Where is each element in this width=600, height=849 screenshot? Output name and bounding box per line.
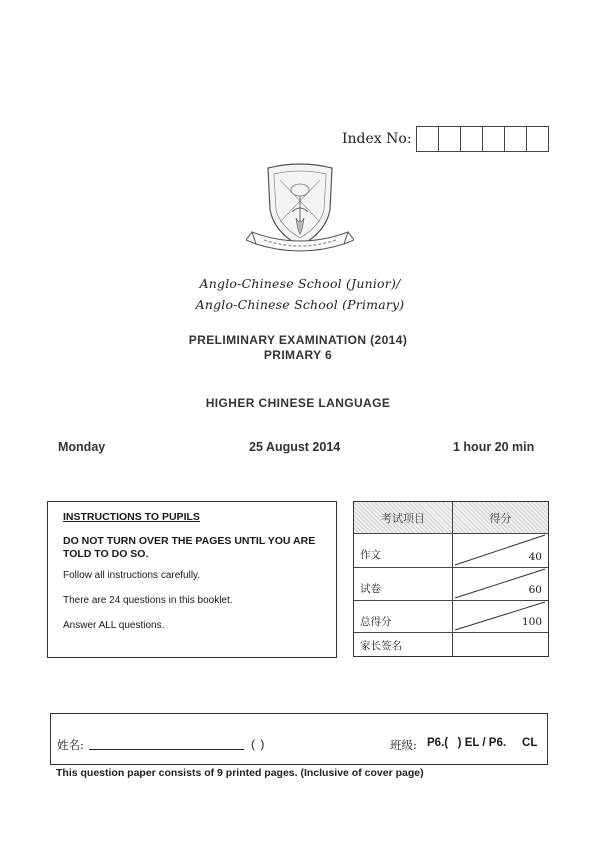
- exam-level: PRIMARY 6: [263, 348, 333, 362]
- score-cell[interactable]: [453, 600, 548, 632]
- score-max: 40: [528, 551, 542, 563]
- instructions-box: [47, 501, 337, 658]
- score-row-label: 家长签名: [354, 632, 453, 656]
- score-table: [353, 501, 549, 657]
- paper-title: HIGHER CHINESE LANGUAGE: [205, 396, 391, 410]
- score-row-composition: [354, 533, 548, 568]
- school-crest-icon: [246, 160, 354, 260]
- instruction-line: Answer ALL questions.: [63, 620, 165, 631]
- index-box[interactable]: [460, 126, 483, 152]
- name-label: 姓名:: [57, 738, 84, 752]
- exam-title: PRELIMINARY EXAMINATION (2014): [188, 333, 408, 347]
- score-max: 60: [528, 584, 542, 596]
- index-box[interactable]: [438, 126, 461, 152]
- school-name-junior: Anglo-Chinese School (Junior)/: [199, 276, 401, 291]
- score-header-marks: 得分: [489, 511, 512, 525]
- score-row-label: 作文: [354, 533, 453, 567]
- score-max: 100: [521, 616, 542, 628]
- class-field[interactable]: P6.( ) EL / P6. CL: [427, 737, 538, 749]
- index-box[interactable]: [504, 126, 527, 152]
- instructions-warning: DO NOT TURN OVER THE PAGES UNTIL YOU ARE TOLD TO DO SO.: [63, 535, 316, 560]
- school-name-primary: Anglo-Chinese School (Primary): [195, 297, 405, 312]
- index-boxes: [417, 126, 549, 152]
- index-box[interactable]: [482, 126, 505, 152]
- score-row-parent-signature: [354, 632, 548, 656]
- register-number-field[interactable]: ( ): [251, 737, 266, 751]
- page-count-note: This question paper consists of 9 printed pages. (Inclusive of cover page): [56, 767, 424, 779]
- exam-day: Monday: [58, 440, 106, 454]
- class-label: 班级:: [390, 738, 417, 752]
- signature-cell[interactable]: [453, 632, 548, 656]
- index-number: [342, 126, 549, 152]
- instruction-line: There are 24 questions in this booklet.: [63, 595, 233, 606]
- instruction-line: Follow all instructions carefully.: [63, 570, 201, 581]
- index-box[interactable]: [416, 126, 439, 152]
- score-row-label: 总得分: [354, 600, 453, 632]
- score-row-paper: [354, 567, 548, 601]
- exam-duration: 1 hour 20 min: [453, 440, 535, 454]
- instructions-heading: INSTRUCTIONS TO PUPILS: [63, 511, 200, 523]
- index-label: Index No:: [342, 131, 412, 147]
- score-header-section: 考试项目: [354, 502, 453, 533]
- score-table-header: [354, 502, 548, 534]
- exam-date: 25 August 2014: [249, 440, 341, 454]
- score-cell[interactable]: [453, 567, 548, 600]
- score-row-label: 试卷: [354, 567, 453, 600]
- score-cell[interactable]: [453, 533, 548, 567]
- score-row-total: [354, 600, 548, 633]
- index-box[interactable]: [526, 126, 549, 152]
- name-field[interactable]: [89, 749, 244, 750]
